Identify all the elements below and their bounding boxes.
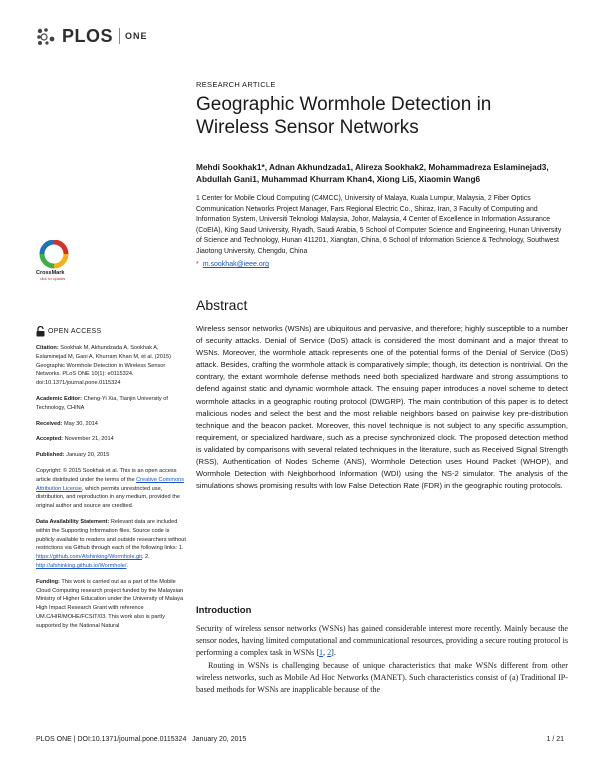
- email-link[interactable]: m.sookhak@ieee.org: [202, 261, 269, 268]
- page-number: 1 / 21: [546, 736, 564, 743]
- received-text: May 30, 2014: [64, 420, 98, 427]
- logo-divider: [119, 28, 120, 44]
- funding: [36, 578, 186, 631]
- data-availability-text: Relevant data are included within the Supporting Information files. Source code is publicly available to readers and outside researchers without restrictions via Github through each of the following links: 1.: [36, 518, 186, 552]
- accepted-label: Accepted:: [36, 436, 64, 443]
- accepted-date: [36, 435, 186, 444]
- reference-link-2[interactable]: 2: [327, 648, 332, 658]
- reference-link-1[interactable]: 1: [319, 648, 324, 658]
- open-access-label: OPEN ACCESS: [48, 328, 102, 335]
- open-access-badge: [36, 326, 101, 337]
- published-date: [36, 451, 186, 460]
- citation-label: Citation:: [36, 345, 59, 351]
- received-date: [36, 420, 186, 429]
- funding-label: Funding:: [36, 578, 60, 585]
- crossmark-badge[interactable]: [38, 240, 70, 288]
- introduction-body: [196, 623, 568, 696]
- citation-text: Sookhak M, Akhundzada A, Sookhak A, Eslaminejad M, Gani A, Khurram Khan M, et al. (2015) Geographic Wormhole Detection in Wireless Sensor Networks. PLoS ONE 10(1): e0115324. doi:10.1371/journal.pone.0115324: [36, 345, 171, 387]
- editor-label: Academic Editor:: [36, 395, 83, 402]
- data-availability-end: .: [126, 562, 128, 569]
- article-info-sidebar: [36, 344, 186, 638]
- copyright-text: Copyright: © 2015 Sookhak et al. This is an open access article distributed under the terms of the: [36, 467, 177, 483]
- license-link[interactable]: Creative Commons Attribution License: [36, 476, 185, 492]
- data-availability: [36, 518, 186, 571]
- editor-text: Cheng-Yi Xia, Tianjin University of Technology, CHINA: [36, 395, 168, 411]
- article-title: Geographic Wormhole Detection in Wireless Sensor Networks: [196, 94, 492, 138]
- plos-one-logo: [36, 24, 148, 50]
- corresponding-email: [196, 261, 269, 268]
- crossmark-sublabel: click for updates: [40, 277, 66, 281]
- crossmark-label: CrossMark: [36, 270, 65, 276]
- introduction-heading: Introduction: [196, 605, 252, 616]
- copyright: [36, 467, 186, 511]
- github-pages-link[interactable]: http://afshinking.github.io/Wormhole/: [36, 562, 127, 569]
- plos-dots-icon: [36, 27, 60, 47]
- published-text: January 20, 2015: [66, 452, 110, 459]
- copyright-text-post: , which permits unrestricted use, distribution, and reproduction in any medium, provided the original author and source are credited.: [36, 485, 180, 510]
- logo-wordmark: PLOS: [62, 26, 114, 46]
- ref-separator: ,: [323, 648, 328, 658]
- affiliations: 1 Center for Mobile Cloud Computing (C4MCC), University of Malaya, Kuala Lumpur, Malaysia, 2 Fiber Optics Communication Networks Project Manager, Fars Regional Electric Co., Shiraz, Iran, 3 Faculty of Computing and Information System, Universiti Teknologi Malaysia, Johor, Malaysia, 4 Center of Excellence in Information Assurance (CoEIA), King Saud University, Riyadh, Saudi Arabia, 5 School of Computer Science and Engineering, Hunan University of Science and Technology, Hunan 411201, Xiangtan, China, 6 School of Information Science & Technology, Southwest Jiaotong University, Chengdu, China: [196, 195, 562, 255]
- author-list: Mehdi Sookhak1*, Adnan Akhundzada1, Alireza Sookhak2, Mohammadreza Eslaminejad3, Abdullah Gani1, Muhammad Khurram Khan4, Xiong Li5, Xiaomin Wang6: [196, 162, 549, 184]
- intro-text: Security of wireless sensor networks (WSNs) has gained considerable interest more recently. Mainly because the sensor nodes, having limited computational and communicational resources, providing a secure routing protocol is performing a complex task in WSNs [: [196, 624, 568, 658]
- github-repo-link[interactable]: https://github.com/Afshinking/Wormhole.git: [36, 554, 142, 561]
- footer-citation: PLOS ONE | DOI:10.1371/journal.pone.0115324 January 20, 2015: [36, 736, 247, 743]
- journal-name: ONE: [125, 31, 148, 41]
- article-type: RESEARCH ARTICLE: [196, 80, 276, 89]
- data-availability-sep: , 2.: [141, 554, 150, 561]
- intro-text-end: ].: [331, 648, 336, 658]
- accepted-text: November 21, 2014: [64, 436, 114, 443]
- intro-paragraph-2: Routing in WSNs is challenging because of unique characteristics that make WSNs different from other wireless networks, such as Mobile Ad Hoc Networks (MANET). Such characteristics consist of (a) Traditional IP-based methods for WSNs are inapplicable because of the: [196, 660, 568, 695]
- data-availability-label: Data Availability Statement:: [36, 518, 110, 525]
- intro-paragraph-1: [196, 623, 568, 660]
- abstract-body: Wireless sensor networks (WSNs) are ubiquitous and pervasive, and therefore; highly susceptible to a number of security attacks. Denial of Service (DoS) attack is considered the most dominant and a major threat to WSNs. Moreover, the wormhole attack represents one of the potential forms of the Denial of Service (DoS) attack. Besides, crafting the wormhole attack is comparatively simple; though, its detection is nontrivial. On the contrary, the extant wormhole defense methods need both specialized hardware and strong assumptions to defend against static and dynamic wormhole attack. The ensuing paper introduces a novel scheme to detect wormhole attacks in a geographic routing protocol (DWGRP). The main contribution of this paper is to detect malicious nodes and select the best and the most reliable neighbors based on pairwise key pre-distribution technique and the beacon packet. Moreover, this novel technique is not subject to any specific assumption, requirement, or specialized hardware, such as a precise synchronized clock. The proposed detection method is validated by comparisons with several related techniques in the literature, such as Received Signal Strength (RSS), Authentication of Nodes Scheme (ANS), Wormhole Detection uses Hound Packet (WHOP), and Wormhole Detection with Neighborhood Information (WDI) using the NS-2 simulator. The analysis of the simulations shows promising results with low False Detection Rate (FDR) in the geographic routing protocols.: [196, 324, 568, 491]
- open-lock-icon: [36, 326, 45, 337]
- funding-text: This work is carried out as a part of the Mobile Cloud Computing research project funded by the Malaysian Ministry of Higher Education under the University of Malaya High Impact Research Grant with reference UM.C/HIR/MOHE/FCSIT/03. This work also is partly supported by the National Natural: [36, 578, 184, 629]
- corresponding-star-icon: *: [196, 261, 199, 268]
- crossmark-icon: [38, 240, 70, 270]
- citation: [36, 344, 186, 388]
- academic-editor: [36, 395, 186, 413]
- published-label: Published:: [36, 452, 65, 459]
- abstract-heading: Abstract: [196, 297, 248, 313]
- received-label: Received:: [36, 420, 63, 427]
